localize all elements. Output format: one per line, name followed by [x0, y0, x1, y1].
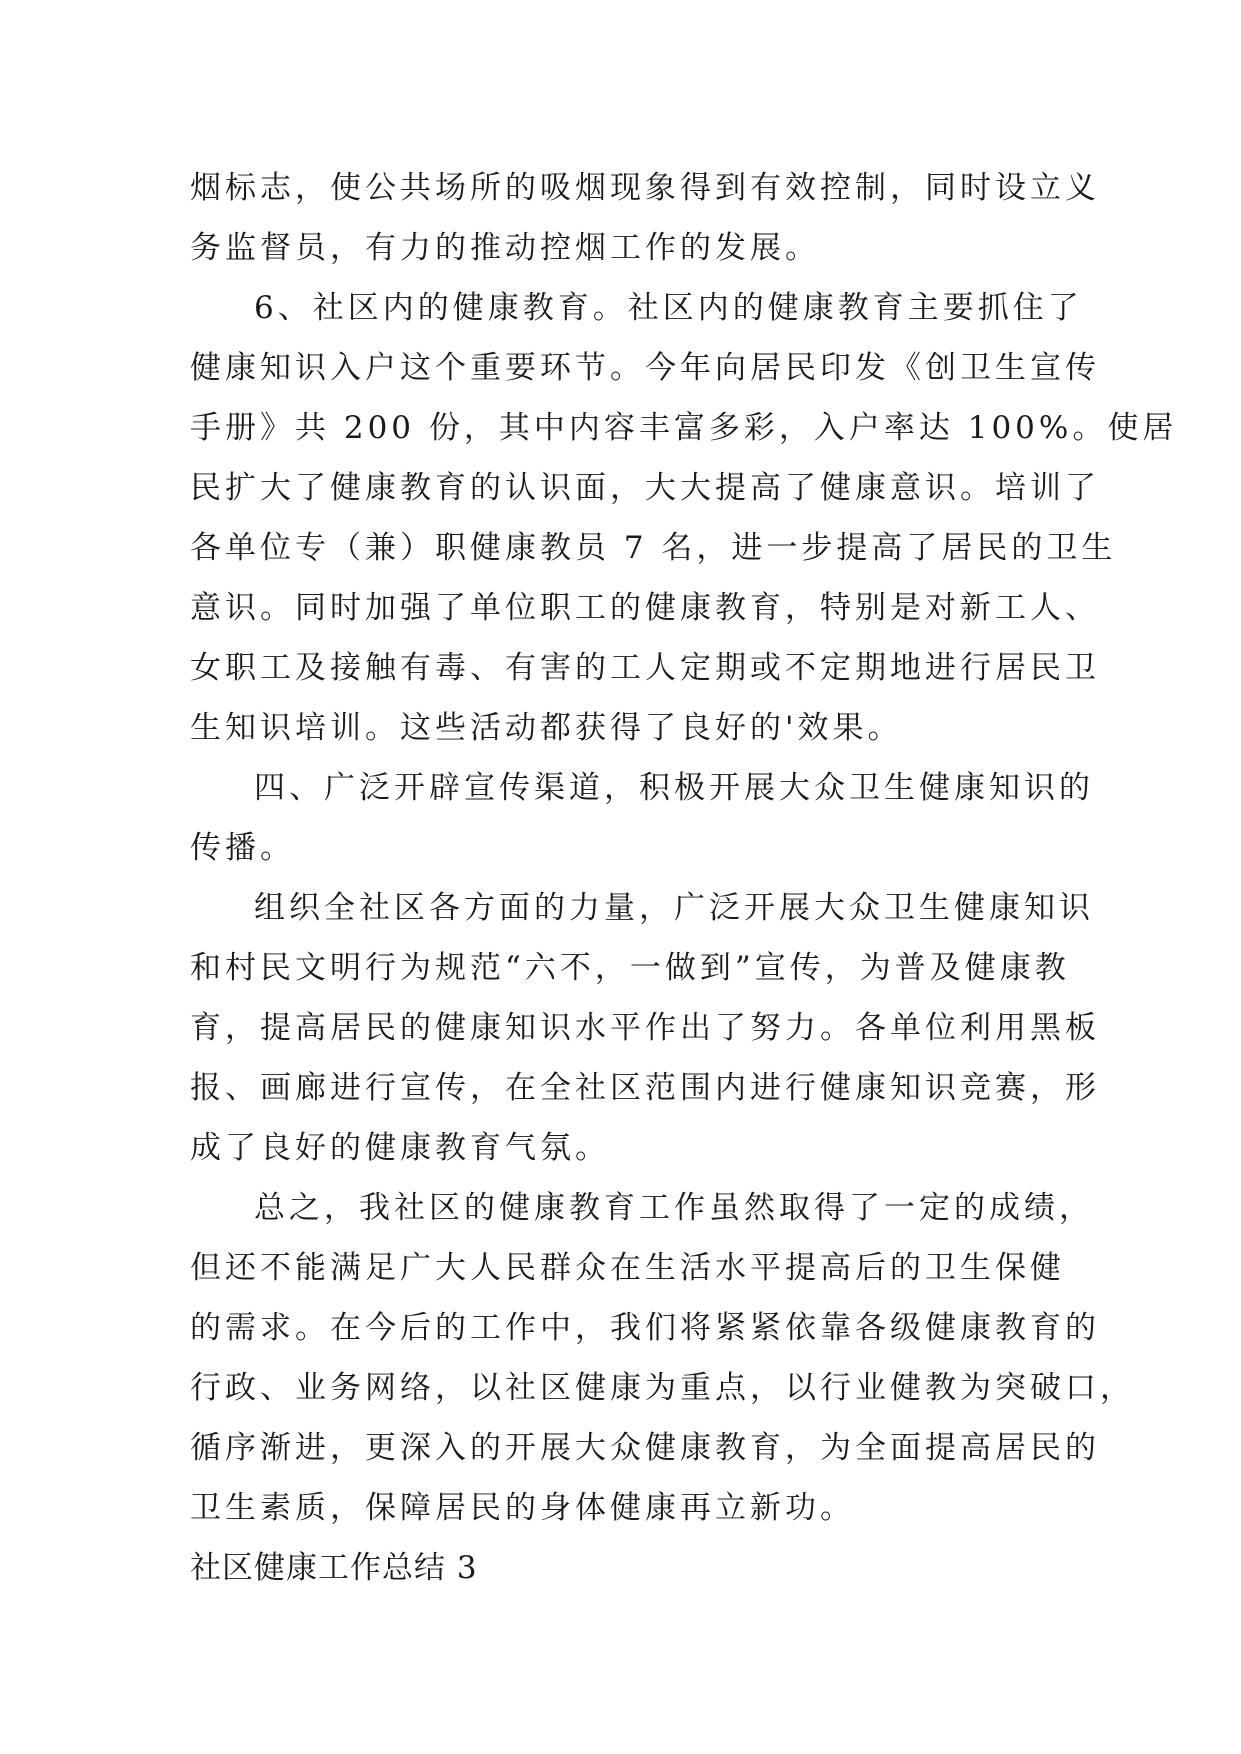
text-line: 意识。同时加强了单位职工的健康教育，特别是对新工人、: [190, 590, 1100, 626]
text-line: 育，提高居民的健康知识水平作出了努力。各单位利用黑板: [190, 1010, 1100, 1046]
text-line: 各单位专（兼）职健康教员 7 名，进一步提高了居民的卫生: [190, 530, 1117, 566]
text-line: 健康知识入户这个重要环节。今年向居民印发《创卫生宣传: [190, 350, 1100, 386]
document-body: [190, 158, 1178, 1598]
text-line: 报、画廊进行宣传，在全社区范围内进行健康知识竞赛，形: [190, 1070, 1100, 1106]
text-line: 卫生素质，保障居民的身体健康再立新功。: [190, 1490, 855, 1526]
text-line: 6、社区内的健康教育。社区内的健康教育主要抓住了: [254, 290, 1083, 326]
text-line: 但还不能满足广大人民群众在生活水平提高后的卫生保健: [190, 1250, 1065, 1286]
text-line: 生知识培训。这些活动都获得了良好的'效果。: [190, 710, 903, 746]
text-line: 循序渐进，更深入的开展大众健康教育，为全面提高居民的: [190, 1430, 1100, 1466]
section-heading: 社区健康工作总结 3: [190, 1550, 478, 1586]
text-line: 手册》共 200 份，其中内容丰富多彩，入户率达 100%。使居: [190, 410, 1178, 446]
text-line: 组织全社区各方面的力量，广泛开展大众卫生健康知识: [254, 890, 1094, 926]
text-line: 行政、业务网络，以社区健康为重点，以行业健教为突破口，: [190, 1370, 1135, 1406]
text-line: 女职工及接触有毒、有害的工人定期或不定期地进行居民卫: [190, 650, 1100, 686]
text-line: 的需求。在今后的工作中，我们将紧紧依靠各级健康教育的: [190, 1310, 1100, 1346]
text-line: 和村民文明行为规范“六不，一做到”宣传，为普及健康教: [190, 950, 1070, 986]
text-line: 成了良好的健康教育气氛。: [190, 1130, 610, 1166]
text-line: 民扩大了健康教育的认识面，大大提高了健康意识。培训了: [190, 470, 1100, 506]
text-line: 总之，我社区的健康教育工作虽然取得了一定的成绩，: [254, 1190, 1094, 1226]
text-line: 四、广泛开辟宣传渠道，积极开展大众卫生健康知识的: [254, 770, 1094, 806]
text-line: 烟标志，使公共场所的吸烟现象得到有效控制，同时设立义: [190, 170, 1100, 206]
text-line: 传播。: [190, 830, 295, 866]
text-line: 务监督员，有力的推动控烟工作的发展。: [190, 230, 820, 266]
